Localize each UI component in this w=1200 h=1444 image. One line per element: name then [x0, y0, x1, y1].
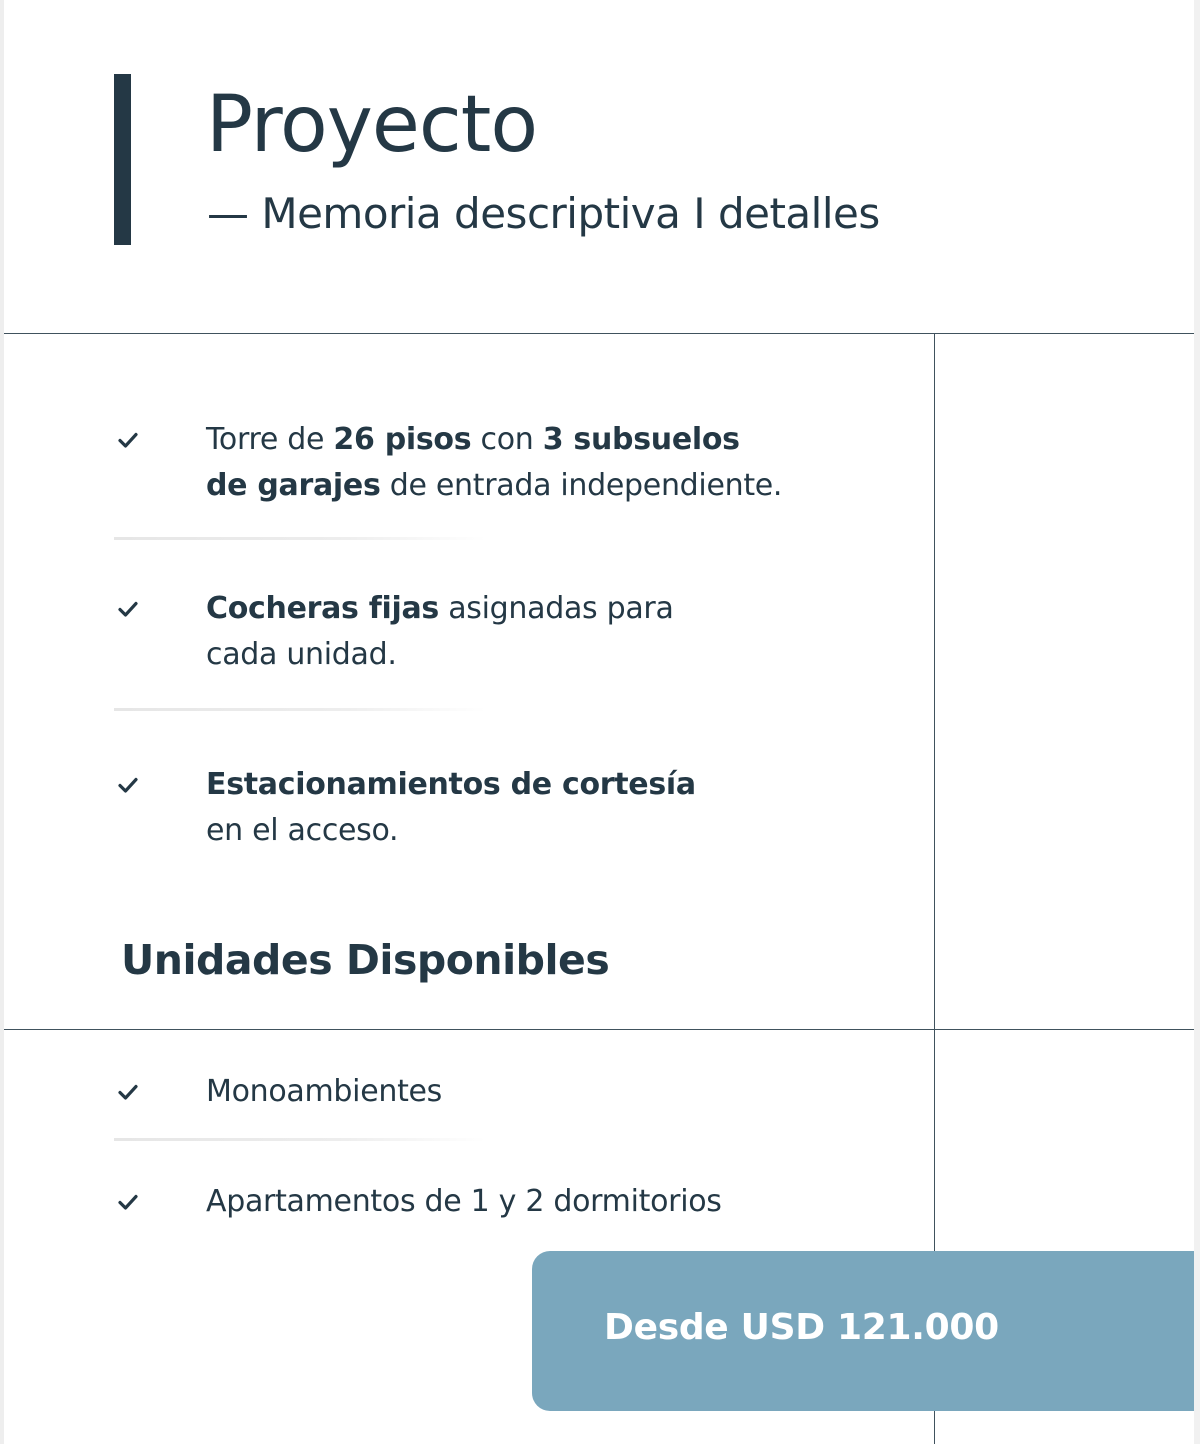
title-accent-bar	[114, 74, 131, 245]
unit-item-apartamentos: Apartamentos de 1 y 2 dormitorios	[206, 1184, 722, 1219]
divider-top	[4, 333, 1194, 334]
feature-text-bold: 3 subsuelos	[542, 422, 740, 457]
feature-separator	[114, 537, 486, 540]
feature-text: Torre de	[206, 422, 334, 457]
feature-text-bold: Cocheras fijas	[206, 591, 439, 626]
feature-item-estacionamientos	[206, 762, 696, 854]
feature-line-1	[206, 586, 674, 632]
check-icon	[117, 598, 139, 620]
feature-text: asignadas para	[438, 591, 674, 626]
feature-text: de entrada independiente.	[380, 468, 783, 503]
check-icon	[117, 1191, 139, 1213]
price-label: Desde USD 121.000	[604, 1307, 999, 1348]
page-frame-right	[1194, 0, 1200, 1444]
unit-item-monoambientes: Monoambientes	[206, 1074, 443, 1109]
feature-text: con	[471, 422, 543, 457]
check-icon	[117, 774, 139, 796]
feature-text-bold: de garajes	[206, 468, 381, 503]
feature-line-1	[206, 762, 696, 808]
feature-line-2	[206, 632, 674, 678]
feature-text: en el acceso.	[206, 813, 399, 848]
feature-item-tower	[206, 417, 782, 509]
feature-item-cocheras	[206, 586, 674, 678]
unit-separator	[114, 1138, 486, 1141]
feature-line-2	[206, 808, 696, 854]
check-icon	[117, 1081, 139, 1103]
divider-units	[4, 1029, 1194, 1030]
feature-line-1	[206, 417, 782, 463]
feature-line-2	[206, 463, 782, 509]
units-section-title: Unidades Disponibles	[121, 936, 610, 984]
page-title: Proyecto	[206, 80, 538, 170]
feature-text-bold: 26 pisos	[333, 422, 472, 457]
feature-text-bold: Estacionamientos de cortesía	[206, 767, 696, 802]
feature-text: cada unidad.	[206, 637, 397, 672]
page-subtitle: — Memoria descriptiva I detalles	[207, 189, 880, 238]
page-frame-left	[0, 0, 4, 1444]
feature-separator	[114, 708, 486, 711]
check-icon	[117, 429, 139, 451]
